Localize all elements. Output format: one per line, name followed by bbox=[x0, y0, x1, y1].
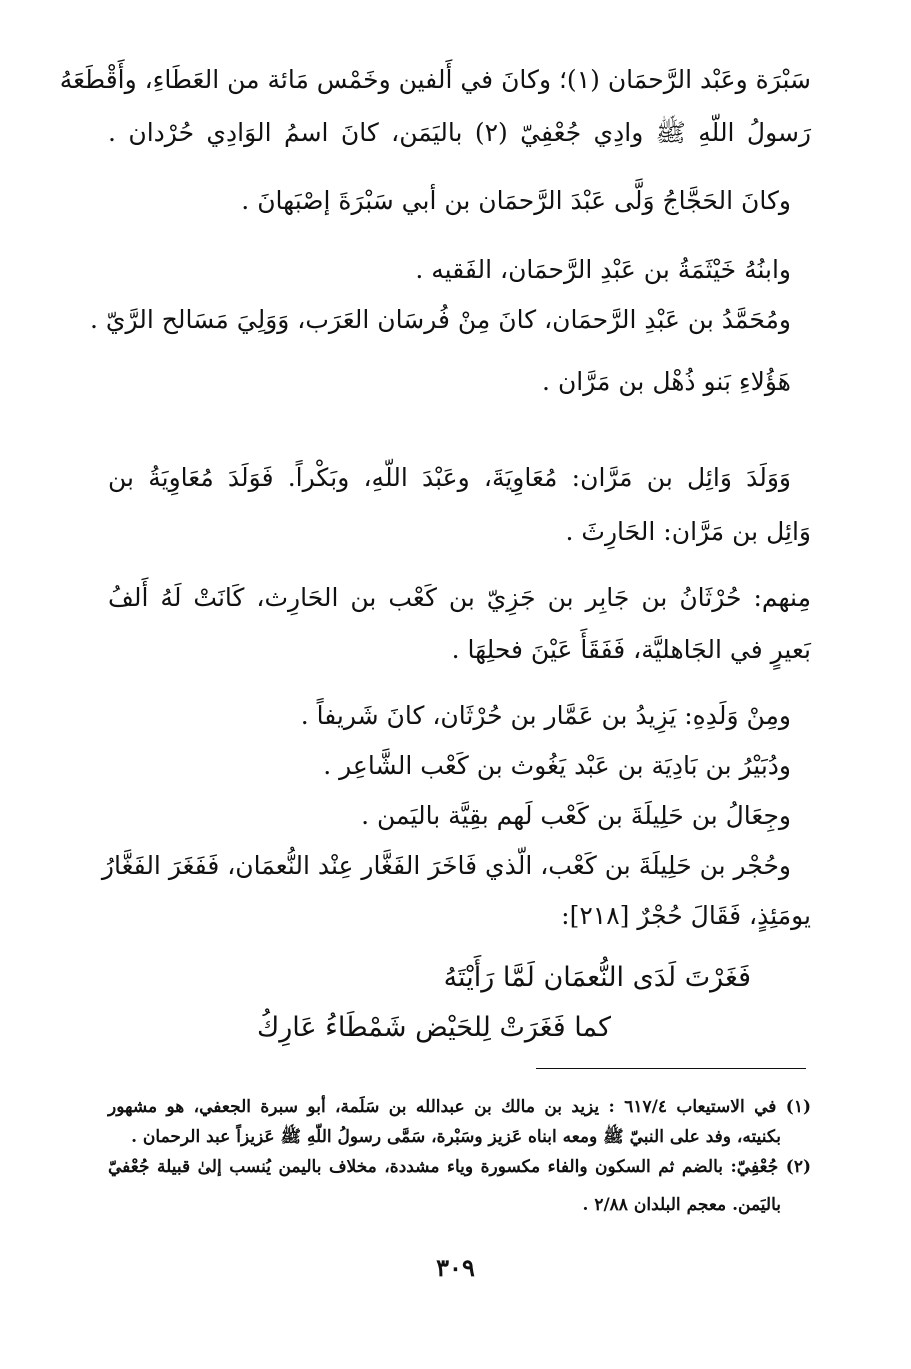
verse-line: كما فَغَرَتْ لِلحَيْض شَمْطَاءُ عَارِكُ bbox=[256, 1012, 611, 1043]
text-line: وكانَ الحَجَّاجُ وَلَّى عَبْدَ الرَّحمَان بن أبي سَبْرَةَ إصْبَهانَ . bbox=[241, 186, 791, 215]
footnote-separator bbox=[536, 1068, 806, 1069]
verse-line: فَغَرْتَ لَدَى النُّعمَان لَمَّا رَأَيْتَهُ bbox=[443, 962, 751, 993]
footnote-line: (١) في الاستيعاب ٦١٧/٤ : يزيد بن مالك بن عبدالله بن سَلَمة، أبو سبرة الجعفي، هو مشهور bbox=[108, 1097, 811, 1117]
text-line: سَبْرَة وعَبْد الرَّحمَان (١)؛ وكانَ في أَلفين وخَمْس مَائة من العَطَاءِ، وأَقْطَعَهُ bbox=[59, 65, 811, 94]
text-line: ومِنْ وَلَدِهِ: يَزِيدُ بن عَمَّار بن حُرْثَان، كانَ شَريفاً . bbox=[300, 701, 791, 730]
text-line: يومَئِذٍ، فَقَالَ حُجْرٌ [٢١٨]: bbox=[561, 901, 811, 930]
text-line: وَوَلَدَ وَائِل بن مَرَّان: مُعَاوِيَةَ، وعَبْدَ اللّهِ، وبَكْراً. فَوَلَدَ مُعَاوِيَةُ بن bbox=[108, 463, 791, 492]
text-line: ودُبَيْرُ بن بَادِيَة بن عَبْد يَغُوث بن كَعْب الشَّاعِر . bbox=[323, 751, 791, 780]
text-line: وَائِل بن مَرَّان: الحَارِثَ . bbox=[565, 517, 811, 546]
text-line: وابنُهُ خَيْثَمَةُ بن عَبْدِ الرَّحمَان، الفَقيه . bbox=[415, 255, 791, 284]
text-line: مِنهم: حُرْثَانُ بن جَابِر بن جَزِيّ بن كَعْب بن الحَارِث، كَانَتْ لَهُ أَلفُ bbox=[108, 583, 811, 612]
text-line: رَسولُ اللّهِ ﷺ وادِي جُعْفِيّ (٢) باليَمَن، كانَ اسمُ الوَادِي حُرْدان . bbox=[108, 118, 811, 147]
text-line: بَعيرٍ في الجَاهليَّة، فَفَقَأَ عَيْنَ فحلِهَا . bbox=[451, 635, 811, 664]
text-line: وحُجْر بن حَلِيلَةَ بن كَعْب، الّذي فَاخَرَ الفَغَّار عِنْد النُّعمَان، فَفَغَرَ الفَغَّارُ bbox=[101, 851, 791, 880]
text-line: ومُحَمَّدُ بن عَبْدِ الرَّحمَان، كانَ مِنْ فُرسَان العَرَب، وَوَلِيَ مَسَالح الرَّيّ . bbox=[89, 305, 791, 334]
text-line: وجِعَالُ بن حَلِيلَةَ بن كَعْب لَهم بقِيَّة باليَمن . bbox=[361, 801, 791, 830]
text-line: هَؤُلاءِ بَنو ذُهْل بن مَرَّان . bbox=[542, 367, 791, 396]
footnote-line: باليَمن. معجم البلدان ٢/٨٨ . bbox=[582, 1195, 781, 1215]
footnote-line: (٢) جُعْفِيّ: بالضم ثم السكون والفاء مكسورة وياء مشددة، مخلاف باليمن يُنسب إلىٰ قبيلة جُعْفيّ bbox=[108, 1157, 811, 1177]
footnote-line: بكنيته، وفد على النبيّ ﷺ ومعه ابناه عَزيز وسَبْرة، سَمَّى رسولُ اللّهِ ﷺ عَزيزاً عبد الرحمان . bbox=[131, 1127, 781, 1147]
page-number: ٣٠٩ bbox=[436, 1253, 475, 1282]
